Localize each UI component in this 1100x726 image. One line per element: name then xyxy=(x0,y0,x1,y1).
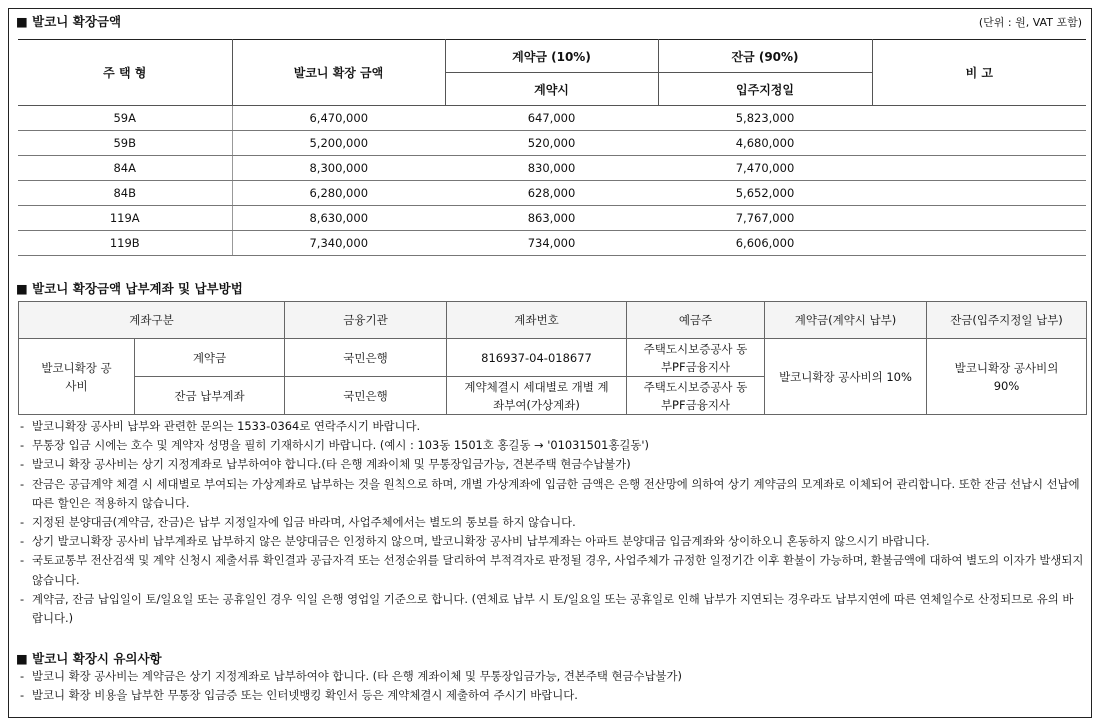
cell-sub: 잔금 납부계좌 xyxy=(135,377,285,415)
header-remarks: 비 고 xyxy=(872,40,1086,106)
header-deposit-sub: 계약시 xyxy=(445,73,658,106)
table-row xyxy=(18,156,1086,181)
balcony-price-table xyxy=(18,39,1086,256)
cell-balance: 5,652,000 xyxy=(658,181,872,206)
header-holder: 예금주 xyxy=(627,302,765,339)
note-item: - 국토교통부 전산검색 및 계약 신청시 제출서류 확인결과 공급자격 또는 선정순위를 달리하여 부적격자로 판정될 경우, 사업주체가 규정한 일정기간 이후 환불이 가능하며, 환불금액에 대하여 별도의 이자가 발생되지 않습니다. xyxy=(20,553,1084,587)
header-deposit-pay: 계약금(계약시 납부) xyxy=(765,302,927,339)
cell-amount: 8,630,000 xyxy=(232,206,445,231)
table-row xyxy=(19,339,1087,377)
note-item: - 지정된 분양대금(계약금, 잔금)은 납부 지정일자에 입금 바라며, 사업주체에서는 별도의 통보를 하지 않습니다. xyxy=(20,515,576,530)
header-balance-pay: 잔금(입주지정일 납부) xyxy=(927,302,1087,339)
header-amount: 발코니 확장 금액 xyxy=(232,40,445,106)
cell-balance: 7,470,000 xyxy=(658,156,872,181)
cell-balance: 4,680,000 xyxy=(658,131,872,156)
cell-deposit-note: 발코니확장 공사비의 10% xyxy=(765,339,927,415)
section3-title: ■ 발코니 확장시 유의사항 xyxy=(16,651,162,666)
note-item: - 잔금은 공급계약 체결 시 세대별로 부여되는 가상계좌로 납부하는 것을 원칙으로 하며, 개별 가상계좌에 입금한 금액은 은행 전산망에 의하여 상기 계약금의 모계좌로 이체되어 관리합니다. 또한 잔금 선납시 선납에 따른 할인은 적용하지 않습니다. xyxy=(20,476,1080,510)
cell-deposit: 863,000 xyxy=(445,206,658,231)
payment-notes xyxy=(20,417,1084,628)
cell-remarks xyxy=(872,131,1086,156)
cell-bank: 국민은행 xyxy=(285,377,447,415)
cell-amount: 6,470,000 xyxy=(232,106,445,131)
cell-type: 119A xyxy=(18,206,232,231)
cell-bank: 국민은행 xyxy=(285,339,447,377)
cell-account: 816937-04-018677 xyxy=(447,339,627,377)
header-bank: 금융기관 xyxy=(285,302,447,339)
caution-notes xyxy=(20,667,1084,705)
cell-deposit: 830,000 xyxy=(445,156,658,181)
note-item: - 발코니확장 공사비 납부와 관련한 문의는 1533-0364로 연락주시기 바랍니다. xyxy=(20,419,421,433)
header-balance-sub: 입주지정일 xyxy=(658,73,872,106)
cell-amount: 8,300,000 xyxy=(232,156,445,181)
payment-account-table xyxy=(18,301,1087,415)
header-type: 주 택 형 xyxy=(18,40,232,106)
cell-remarks xyxy=(872,181,1086,206)
cell-holder: 주택도시보증공사 동부PF금융지사 xyxy=(627,377,765,415)
section1-title: ■ 발코니 확장금액 xyxy=(16,14,122,29)
cell-deposit: 628,000 xyxy=(445,181,658,206)
note-item: - 발코니 확장 공사비는 상기 지정계좌로 납부하여야 합니다.(타 은행 계좌이체 및 무통장입금가능, 견본주택 현금수납불가) xyxy=(20,457,631,472)
note-item: - 계약금, 잔금 납입일이 토/일요일 또는 공휴일인 경우 익일 은행 영업일 기준으로 합니다. (연체료 납부 시 토/일요일 또는 공휴일로 인해 납부가 지연되는 경우라도 납부지연에 따른 연체일수로 산정되므로 유의 바랍니다.) xyxy=(20,591,1074,626)
unit-note: (단위 : 원, VAT 포함) xyxy=(978,16,1082,29)
cell-amount: 7,340,000 xyxy=(232,231,445,256)
cell-type: 59B xyxy=(18,131,232,156)
cell-balance: 7,767,000 xyxy=(658,206,872,231)
table-row xyxy=(18,206,1086,231)
cell-group-label: 발코니확장 공사비 xyxy=(19,339,135,415)
header-balance: 잔금 (90%) xyxy=(658,40,872,73)
table-row xyxy=(18,131,1086,156)
cell-holder: 주택도시보증공사 동부PF금융지사 xyxy=(627,339,765,377)
section2-title: ■ 발코니 확장금액 납부계좌 및 납부방법 xyxy=(16,281,243,296)
cell-deposit: 647,000 xyxy=(445,106,658,131)
table-header-row xyxy=(19,302,1087,339)
note-item: - 발코니 확장 공사비는 계약금은 상기 지정계좌로 납부하여야 합니다. (타 은행 계좌이체 및 무통장입금가능, 견본주택 현금수납불가) xyxy=(20,669,683,683)
cell-deposit: 520,000 xyxy=(445,131,658,156)
cell-remarks xyxy=(872,106,1086,131)
cell-remarks xyxy=(872,231,1086,256)
table-header-row xyxy=(18,40,1086,73)
cell-amount: 6,280,000 xyxy=(232,181,445,206)
header-deposit: 계약금 (10%) xyxy=(445,40,658,73)
cell-balance-note: 발코니확장 공사비의 90% xyxy=(927,339,1087,415)
header-category: 계좌구분 xyxy=(19,302,285,339)
cell-remarks xyxy=(872,156,1086,181)
note-item: - 무통장 입금 시에는 호수 및 계약자 성명을 필히 기재하시기 바랍니다. (예시 : 103동 1501호 홍길동 → '01031501홍길동') xyxy=(20,438,649,453)
cell-balance: 6,606,000 xyxy=(658,231,872,256)
cell-type: 119B xyxy=(18,231,232,256)
table-row xyxy=(18,181,1086,206)
table-row xyxy=(18,231,1086,256)
cell-amount: 5,200,000 xyxy=(232,131,445,156)
cell-deposit: 734,000 xyxy=(445,231,658,256)
cell-remarks xyxy=(872,206,1086,231)
note-item: - 발코니 확장 비용을 납부한 무통장 입금증 또는 인터넷뱅킹 확인서 등은 계약체결시 제출하여 주시기 바랍니다. xyxy=(20,688,578,703)
cell-type: 84A xyxy=(18,156,232,181)
table-row xyxy=(18,106,1086,131)
cell-balance: 5,823,000 xyxy=(658,106,872,131)
cell-type: 59A xyxy=(18,106,232,131)
cell-sub: 계약금 xyxy=(135,339,285,377)
cell-account: 계약체결시 세대별로 개별 계좌부여(가상계좌) xyxy=(447,377,627,415)
cell-type: 84B xyxy=(18,181,232,206)
header-account: 계좌번호 xyxy=(447,302,627,339)
note-item: - 상기 발코니확장 공사비 납부계좌로 납부하지 않은 분양대금은 인정하지 않으며, 발코니확장 공사비 납부계좌는 아파트 분양대금 입금계좌와 상이하오니 혼동하지 않으시기 바랍니다. xyxy=(20,534,930,549)
